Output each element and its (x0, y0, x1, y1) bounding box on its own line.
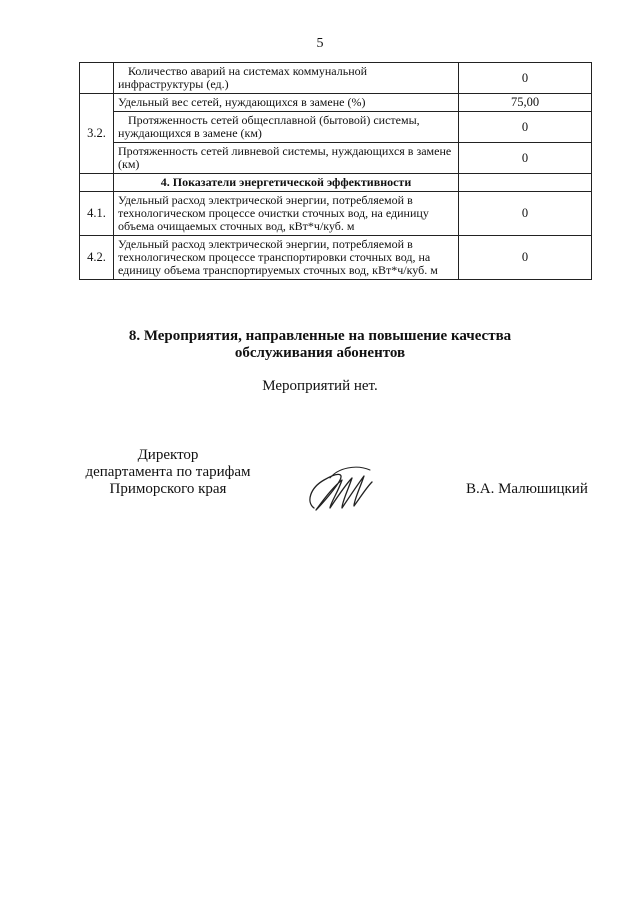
table-row (80, 63, 592, 94)
table-row (80, 112, 592, 143)
signatory-title-line: Директор (137, 447, 199, 463)
row-value: 75,00 (459, 94, 592, 112)
section-heading (0, 328, 640, 362)
table-row (80, 94, 592, 112)
row-description: Удельный вес сетей, нуждающихся в замене (%) (114, 94, 459, 112)
table-section-row (80, 174, 592, 192)
row-description: Протяженность сетей ливневой системы, нуждающихся в замене (км) (114, 143, 459, 174)
section-text: Мероприятий нет. (262, 378, 378, 394)
row-description: Протяженность сетей общесплавной (бытовой) системы, нуждающихся в замене (км) (114, 112, 459, 143)
indicators-table (79, 62, 592, 280)
signatory-name: В.А. Малюшицкий (466, 481, 588, 497)
section-heading-line: 8. Мероприятия, направленные на повышение качества (128, 328, 512, 344)
signatory-title-line: департамента по тарифам (85, 464, 251, 480)
section-heading-line: обслуживания абонентов (234, 345, 406, 361)
row-description: Удельный расход электрической энергии, потребляемой в технологическом процессе очистки сточных вод, на единицу объема очищаемых сточных вод, кВт*ч/куб. м (114, 192, 459, 236)
page-number: 5 (316, 36, 324, 51)
row-number (80, 63, 114, 94)
row-description: Удельный расход электрической энергии, потребляемой в технологическом процессе транспортировки сточных вод, на единицу объема транспортируемых сточных вод, кВт*ч/куб. м (114, 236, 459, 280)
row-value: 0 (459, 63, 592, 94)
handwritten-signature (300, 458, 380, 518)
row-number: 4.2. (80, 236, 114, 280)
row-value: 0 (459, 143, 592, 174)
row-description: Количество аварий на системах коммунальной инфраструктуры (ед.) (114, 63, 459, 94)
table-row (80, 143, 592, 174)
table-row (80, 192, 592, 236)
row-number: 4.1. (80, 192, 114, 236)
row-value: 0 (459, 112, 592, 143)
signatory-title (62, 447, 274, 498)
section-title: 4. Показатели энергетической эффективности (114, 174, 459, 192)
row-value: 0 (459, 192, 592, 236)
row-number: 3.2. (80, 94, 114, 174)
table-row (80, 236, 592, 280)
row-value: 0 (459, 236, 592, 280)
signatory-title-line: Приморского края (109, 481, 227, 497)
